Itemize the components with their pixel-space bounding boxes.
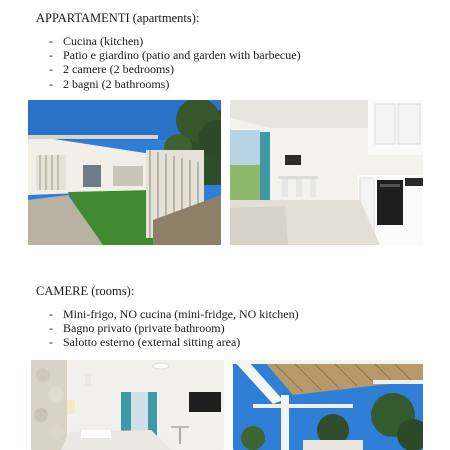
bedroom-photo — [31, 360, 224, 450]
garden-photo — [28, 100, 221, 245]
list-item: - 2 camere (2 bedrooms) — [49, 62, 174, 77]
list-item: - Patio e giardino (patio and garden with barbecue) — [49, 48, 301, 63]
section-heading-apartments: APPARTAMENTI (apartments): — [36, 11, 200, 25]
room-features-list — [49, 307, 299, 350]
list-item: - Bagno privato (private bathroom) — [49, 321, 225, 336]
section-heading-rooms: CAMERE (rooms): — [36, 284, 135, 298]
list-item: - Cucina (kitchen) — [49, 34, 144, 48]
list-item: - Salotto esterno (external sitting area) — [49, 335, 241, 350]
apartment-features-list — [49, 34, 301, 91]
pergola-photo — [233, 360, 423, 450]
list-item: - Mini-frigo, NO cucina (mini-fridge, NO kitchen) — [49, 307, 299, 321]
list-item: - 2 bagni (2 bathrooms) — [49, 76, 170, 91]
kitchen-living-photo — [230, 100, 423, 245]
